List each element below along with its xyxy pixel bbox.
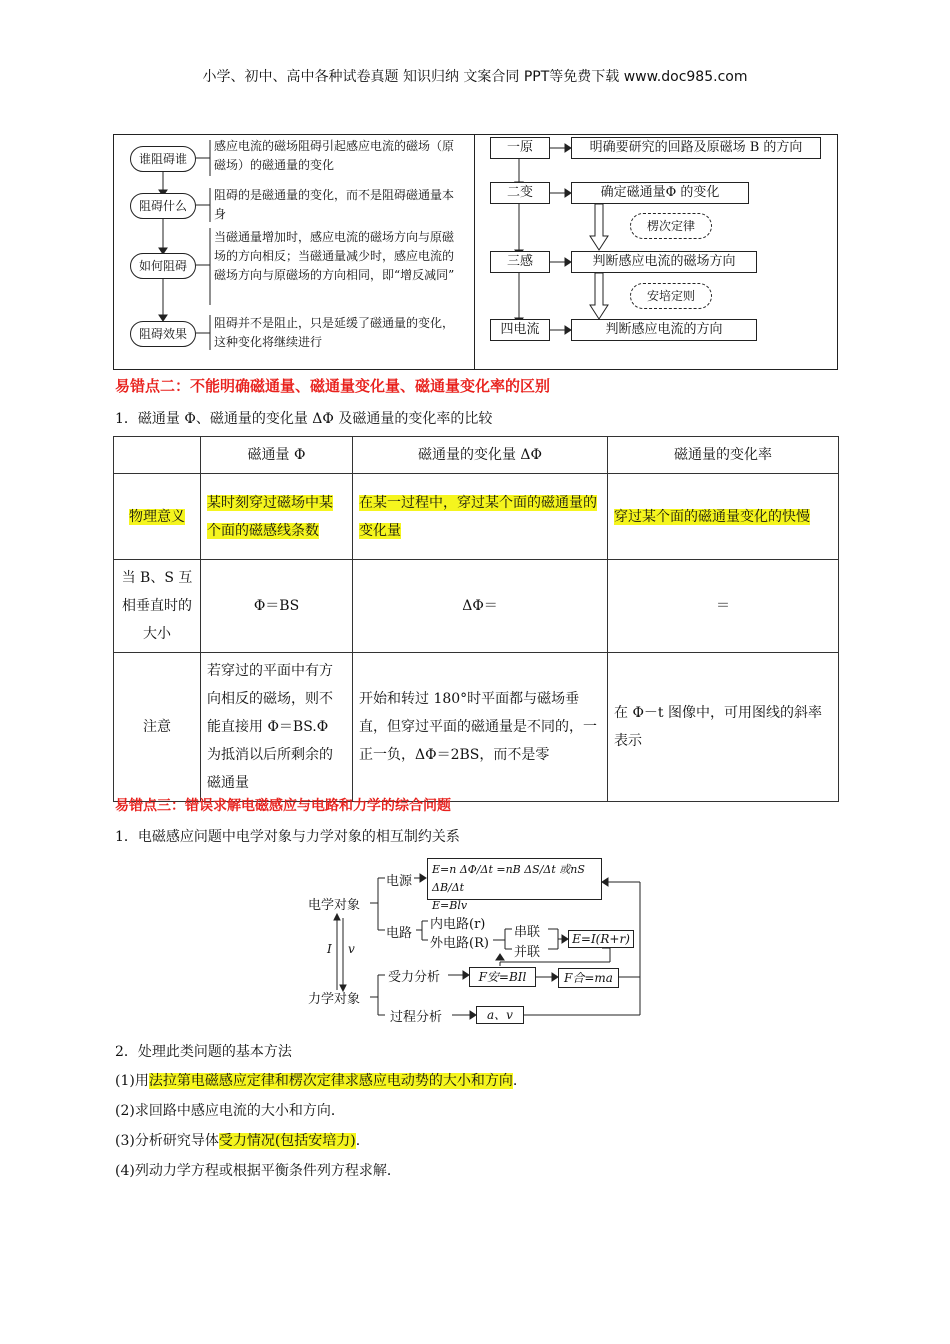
force-analysis: 受力分析 [388,970,441,985]
left-step-1: 谁阻碍谁 [130,146,196,172]
emf-formula-2: E=Blv [432,899,468,912]
emf-box [427,858,602,912]
av-box: a、v [476,1006,524,1024]
left-note-4: 阻碍并不是阻止，只是延缓了磁通量的变化，这种变化将继续进行 [214,316,455,349]
circuit-label: 电路 [386,926,413,941]
parallel-label: 并联 [514,945,541,960]
elec-object: 电学对象 [308,898,361,913]
row1-c1: 某时刻穿过磁场中某个面的磁感线条数 [201,474,353,560]
section2-intro: 1．磁通量 Φ、磁通量的变化量 ΔΦ 及磁通量的变化率的比较 [115,411,493,427]
th-1: 磁通量 Φ [201,437,353,474]
section3-title: 易错点三：错误求解电磁感应与电路和力学的综合问题 [115,798,451,814]
th-3: 磁通量的变化率 [608,437,839,474]
page-header: 小学、初中、高中各种试卷真题 知识归纳 文案合同 PPT等免费下载 www.doc985.com [202,69,748,85]
law-lenz: 楞次定律 [630,213,712,239]
right-val-4: 判断感应电流的方向 [571,319,757,341]
left-step-3: 如何阻碍 [130,253,196,279]
section3-intro: 1．电磁感应问题中电学对象与力学对象的相互制约关系 [115,829,460,845]
outer-circuit: 外电路(R) [430,936,489,951]
row2-c1: Φ＝BS [201,560,353,653]
method-1: (1)用法拉第电磁感应定律和楞次定律求感应电动势的大小和方向. [115,1073,518,1089]
label-I: I [327,942,332,956]
row1-c2: 在某一过程中，穿过某个面的磁通量的变化量 [353,474,608,560]
row2-c2: ΔΦ＝ [353,560,608,653]
row2-label: 当 B、S 互相垂直时的大小 [114,560,201,653]
th-2: 磁通量的变化量 ΔΦ [353,437,608,474]
right-key-2: 二变 [490,182,550,204]
row3-c1: 若穿过的平面中有方向相反的磁场，则不能直接用 Φ＝BS.Φ 为抵消以后所剩余的磁通量 [201,653,353,802]
left-note-3: 当磁通量增加时，感应电流的磁场方向与原磁场的方向相反；当磁通量减少时，感应电流的磁场方向与原磁场的方向相同，即“增反减同” [214,230,455,282]
series-label: 串联 [514,925,541,940]
process-analysis: 过程分析 [390,1010,443,1025]
row3-c3: 在 Φ－t 图像中，可用图线的斜率表示 [608,653,839,802]
left-step-2: 阻碍什么 [130,193,196,219]
left-note-2: 阻碍的是磁通量的变化，而不是阻碍磁通量本身 [214,188,455,221]
source-label: 电源 [386,874,413,889]
method-4: (4)列动力学方程或根据平衡条件列方程求解． [115,1163,401,1179]
inner-circuit: 内电路(r) [430,917,486,932]
right-key-1: 一原 [490,137,550,159]
method-title: 2．处理此类问题的基本方法 [115,1044,292,1060]
right-val-3: 判断感应电流的磁场方向 [571,251,757,273]
mech-object: 力学对象 [308,992,361,1007]
law-ampere: 安培定则 [630,283,712,309]
left-note-1: 感应电流的磁场阻碍引起感应电流的磁场（原磁场）的磁通量的变化 [214,139,455,172]
row3-c2: 开始和转过 180°时平面都与磁场垂直，但穿过平面的磁通量是不同的，一正一负，ΔΦ＝2BS，而不是零 [353,653,608,802]
row1-label: 物理意义 [114,474,201,560]
ohm-box: E=I(R+r) [568,930,634,948]
row2-c3: ＝ [608,560,839,653]
right-key-4: 四电流 [490,319,550,341]
left-step-4: 阻碍效果 [130,321,196,347]
right-val-2: 确定磁通量Φ 的变化 [571,182,749,204]
emf-formula-1: E=n ΔΦ/Δt =nB ΔS/Δt 或nS ΔB/Δt [432,863,585,894]
row3-label: 注意 [114,653,201,802]
net-force-box: F合=ma [558,968,619,988]
row1-c3: 穿过某个面的磁通量变化的快慢 [608,474,839,560]
section2-title: 易错点二：不能明确磁通量、磁通量变化量、磁通量变化率的区别 [115,377,551,395]
right-val-1: 明确要研究的回路及原磁场 B 的方向 [571,137,821,159]
label-v: v [348,942,355,956]
ampere-force-box: F安=BIl [469,967,536,987]
right-key-3: 三感 [490,251,550,273]
method-3: (3)分析研究导体受力情况(包括安培力). [115,1133,361,1149]
method-2: (2)求回路中感应电流的大小和方向． [115,1103,345,1119]
